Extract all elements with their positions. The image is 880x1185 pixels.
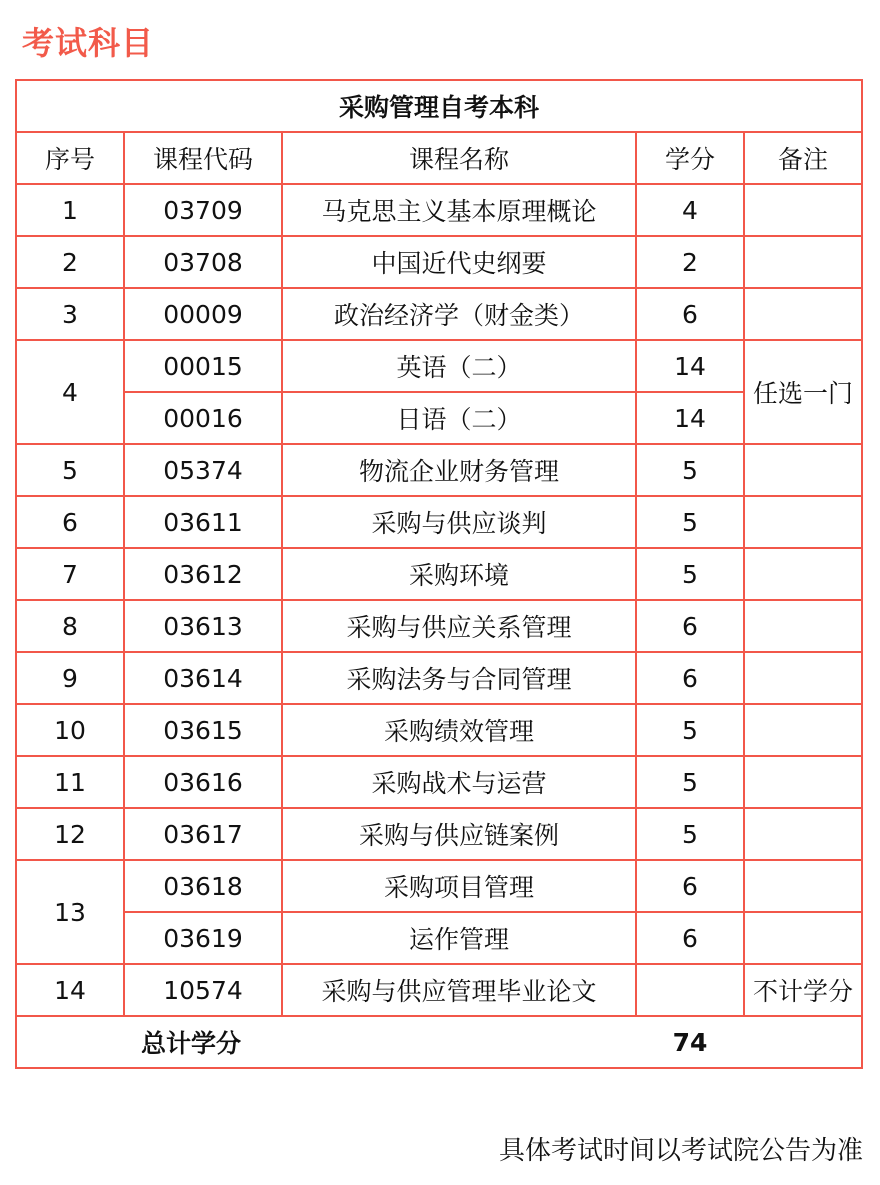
cell-code: 00009	[124, 288, 282, 340]
cell-credit	[636, 964, 744, 1016]
cell-no: 5	[16, 444, 124, 496]
cell-name: 采购与供应链案例	[282, 808, 636, 860]
cell-name: 马克思主义基本原理概论	[282, 184, 636, 236]
table-row	[16, 548, 862, 600]
table-title: 采购管理自考本科	[16, 80, 862, 132]
cell-code: 03709	[124, 184, 282, 236]
table-row	[16, 184, 862, 236]
cell-credit: 5	[636, 496, 744, 548]
cell-code: 03617	[124, 808, 282, 860]
cell-note: 任选一门	[744, 340, 862, 444]
cell-no: 8	[16, 600, 124, 652]
cell-name: 采购与供应谈判	[282, 496, 636, 548]
table-row	[16, 392, 862, 444]
cell-note	[744, 704, 862, 756]
cell-credit: 2	[636, 236, 744, 288]
cell-code: 03611	[124, 496, 282, 548]
total-value: 74	[636, 1016, 744, 1068]
cell-no: 11	[16, 756, 124, 808]
cell-code: 05374	[124, 444, 282, 496]
cell-note	[744, 600, 862, 652]
cell-code: 10574	[124, 964, 282, 1016]
cell-name: 采购绩效管理	[282, 704, 636, 756]
cell-name: 采购法务与合同管理	[282, 652, 636, 704]
table-title-row	[16, 80, 862, 132]
cell-code: 03615	[124, 704, 282, 756]
cell-no: 4	[16, 340, 124, 444]
cell-credit: 5	[636, 548, 744, 600]
cell-name: 英语（二）	[282, 340, 636, 392]
cell-no: 6	[16, 496, 124, 548]
cell-note	[744, 236, 862, 288]
cell-no: 1	[16, 184, 124, 236]
cell-code: 03618	[124, 860, 282, 912]
cell-name: 日语（二）	[282, 392, 636, 444]
cell-credit: 6	[636, 912, 744, 964]
cell-name: 采购战术与运营	[282, 756, 636, 808]
cell-no: 12	[16, 808, 124, 860]
table-row	[16, 496, 862, 548]
cell-credit: 14	[636, 392, 744, 444]
table-row	[16, 600, 862, 652]
cell-note	[744, 444, 862, 496]
cell-no: 2	[16, 236, 124, 288]
cell-code: 03614	[124, 652, 282, 704]
cell-name: 采购项目管理	[282, 860, 636, 912]
table-row	[16, 288, 862, 340]
total-empty-cell	[744, 1016, 862, 1068]
cell-name: 运作管理	[282, 912, 636, 964]
cell-code: 03613	[124, 600, 282, 652]
cell-name: 中国近代史纲要	[282, 236, 636, 288]
table-row	[16, 444, 862, 496]
table-header-row	[16, 132, 862, 184]
cell-code: 03612	[124, 548, 282, 600]
cell-code: 03616	[124, 756, 282, 808]
total-row	[16, 1016, 862, 1068]
table-row	[16, 860, 862, 912]
header-credit: 学分	[636, 132, 744, 184]
cell-credit: 5	[636, 756, 744, 808]
table-row	[16, 964, 862, 1016]
table-row	[16, 808, 862, 860]
table-row	[16, 912, 862, 964]
cell-code: 00016	[124, 392, 282, 444]
cell-credit: 5	[636, 808, 744, 860]
table-row	[16, 652, 862, 704]
cell-note: 不计学分	[744, 964, 862, 1016]
header-name: 课程名称	[282, 132, 636, 184]
cell-name: 政治经济学（财金类）	[282, 288, 636, 340]
cell-credit: 6	[636, 652, 744, 704]
cell-note	[744, 184, 862, 236]
cell-name: 采购与供应关系管理	[282, 600, 636, 652]
cell-no: 14	[16, 964, 124, 1016]
course-table	[15, 79, 863, 1069]
cell-note	[744, 912, 862, 964]
cell-note	[744, 860, 862, 912]
table-row	[16, 236, 862, 288]
cell-credit: 6	[636, 288, 744, 340]
footnote: 具体考试时间以考试院公告为准	[498, 1136, 863, 1166]
cell-note	[744, 808, 862, 860]
table-row	[16, 340, 862, 392]
cell-no: 7	[16, 548, 124, 600]
cell-code: 03619	[124, 912, 282, 964]
cell-credit: 5	[636, 704, 744, 756]
cell-note	[744, 652, 862, 704]
cell-no: 10	[16, 704, 124, 756]
cell-code: 03708	[124, 236, 282, 288]
header-note: 备注	[744, 132, 862, 184]
cell-note	[744, 496, 862, 548]
cell-code: 00015	[124, 340, 282, 392]
cell-no: 13	[16, 860, 124, 964]
cell-credit: 5	[636, 444, 744, 496]
header-no: 序号	[16, 132, 124, 184]
header-code: 课程代码	[124, 132, 282, 184]
page-heading: 考试科目	[22, 24, 155, 62]
cell-name: 采购与供应管理毕业论文	[282, 964, 636, 1016]
cell-credit: 6	[636, 600, 744, 652]
cell-name: 采购环境	[282, 548, 636, 600]
cell-no: 9	[16, 652, 124, 704]
cell-note	[744, 756, 862, 808]
cell-note	[744, 548, 862, 600]
table-row	[16, 704, 862, 756]
cell-note	[744, 288, 862, 340]
cell-credit: 6	[636, 860, 744, 912]
total-label: 总计学分	[16, 1016, 636, 1068]
cell-credit: 4	[636, 184, 744, 236]
cell-credit: 14	[636, 340, 744, 392]
cell-no: 3	[16, 288, 124, 340]
table-row	[16, 756, 862, 808]
cell-name: 物流企业财务管理	[282, 444, 636, 496]
